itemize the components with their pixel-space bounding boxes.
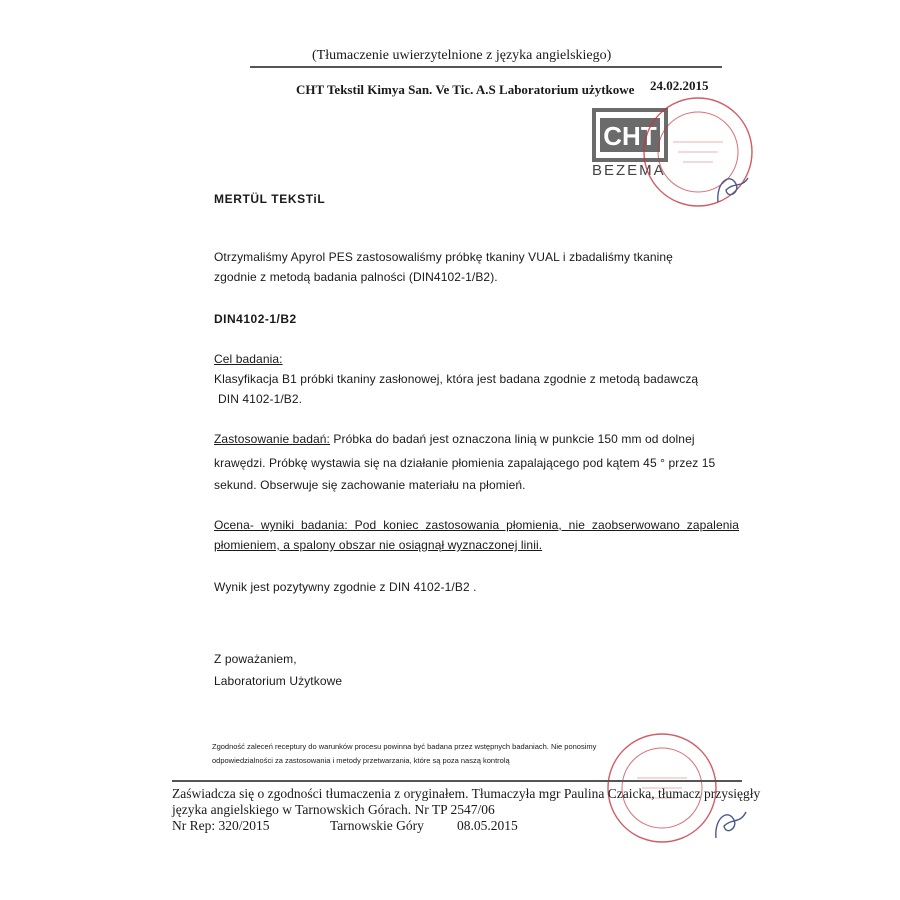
application-line-3: sekund. Obserwuje się zachowanie materiału na płomień.	[214, 478, 526, 492]
certification-rep: Nr Rep: 320/2015	[172, 818, 270, 833]
logo-brand-text: CHT	[603, 121, 657, 151]
certification-line-2: języka angielskiego w Tarnowskich Górach. Nr TP 2547/06	[172, 802, 495, 817]
intro-line-2: zgodnie z metodą badania palności (DIN4102-1/B2).	[214, 270, 498, 284]
aim-line-1: Klasyfikacja B1 próbki tkaniny zasłonowej, która jest badana zgodnie z metodą badawczą	[214, 372, 699, 386]
assessment-line-1: Ocena- wyniki badania: Pod koniec zastosowania płomienia, nie zaobserwowano zapalenia	[214, 518, 740, 532]
footnote-line-1: Zgodność zaleceń receptury do warunków procesu powinna być badana przez wstępnych badaniach. Nie ponosimy	[212, 742, 597, 751]
intro-line-1: Otrzymaliśmy Apyrol PES zastosowaliśmy próbkę tkaniny VUAL i zbadaliśmy tkaninę	[214, 250, 673, 264]
application-line-1	[214, 432, 695, 446]
logo-sub-text: BEZEMA	[592, 162, 666, 179]
application-label: Zastosowanie badań:	[214, 432, 330, 446]
footnote-line-2: odpowiedzialności za zastosowania i metody przetwarzania, które są poza naszą kontrolą	[212, 756, 510, 765]
certification-date: 08.05.2015	[457, 818, 518, 833]
closing-greeting: Z poważaniem,	[214, 652, 297, 666]
certification-line-1: Zaświadcza się o zgodności tłumaczenia z oryginałem. Tłumaczyła mgr Paulina Czaicka, tłumacz przysięgły	[172, 786, 761, 801]
translation-note: (Tłumaczenie uwierzytelnione z języka angielskiego)	[312, 48, 612, 63]
header-rule	[250, 66, 722, 68]
closing-signature: Laboratorium Użytkowe	[214, 674, 343, 688]
result-text: Wynik jest pozytywny zgodnie z DIN 4102-1/B2 .	[214, 580, 477, 594]
recipient-name: MERTÜL TEKSTiL	[214, 192, 326, 206]
aim-label: Cel badania:	[214, 352, 283, 366]
official-stamp-top	[638, 92, 758, 222]
certification-place: Tarnowskie Góry	[330, 818, 424, 833]
standard-heading: DIN4102-1/B2	[214, 312, 297, 326]
certification-rule	[172, 780, 742, 782]
aim-line-2: DIN 4102-1/B2.	[218, 392, 303, 406]
application-line-2: krawędzi. Próbkę wystawia się na działanie płomienia zapalającego pod kątem 45 ° przez 15	[214, 456, 716, 470]
lab-title: CHT Tekstil Kimya San. Ve Tic. A.S Laboratorium użytkowe	[296, 82, 635, 97]
document-date: 24.02.2015	[650, 78, 709, 93]
assessment-line-2: płomieniem, a spalony obszar nie osiągnął wyznaczonej linii.	[214, 538, 543, 552]
application-line-1-rest: Próbka do badań jest oznaczona linią w punkcie 150 mm od dolnej	[329, 432, 695, 446]
